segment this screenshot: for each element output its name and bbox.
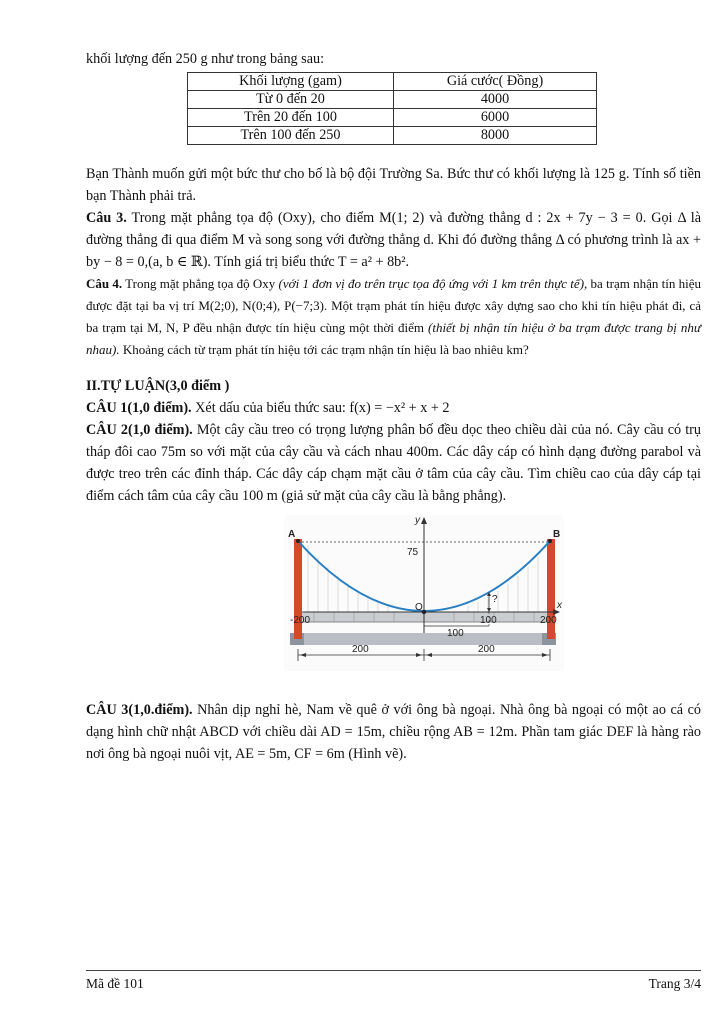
price-table	[187, 72, 597, 145]
label-100-axis: 100	[480, 615, 497, 626]
question-4-note-2: (thiết bị nhận tín hiệu ở ba trạm được trang bị như nhau).	[86, 320, 702, 357]
section-title-text: II.TỰ LUẬN(3,0 điểm )	[86, 378, 230, 394]
question-4-text-e: Khoảng cách từ trạm phát tín hiệu tới các trạm nhận tín hiệu là bao nhiêu km?	[122, 342, 529, 357]
label-200-right: 200	[478, 644, 495, 655]
table-row	[188, 109, 597, 127]
label-75: 75	[407, 547, 419, 558]
table-cell: 6000	[394, 109, 597, 127]
label-x: x	[557, 600, 562, 611]
exam-code: Mã đề 101	[86, 976, 144, 991]
question-4-text-c: ba trạm nhận tín hiệu được đặt tại ba vị trí M(2;0), N(0;4), P(−7;3). Một trạm phát tín hiệu được xây dựng sao cho khi tín hiệu phát đi, cả ba trạm tại M, N, P đều nhận được tín hiệu cùng một thời điểm	[86, 276, 702, 335]
label-O: O	[415, 602, 423, 613]
essay-1-text: Xét dấu của biểu thức sau: f(x) = −x² + x + 2	[195, 400, 450, 416]
label-neg-200: -200	[290, 615, 311, 626]
section-title	[86, 375, 701, 397]
question-3-text: Trong mặt phẳng tọa độ (Oxy), cho điểm M(1; 2) và đường thẳng d : 2x + 7y − 3 = 0. Gọi Δ là đường thẳng đi qua điểm M và song song với đường thẳng d. Khi đó đường thẳng Δ có phương trình là ax + by − 8 = 0,(a, b ∈ ℝ). Tính giá trị biểu thức T = a² + 8b².	[86, 210, 701, 270]
question-4	[86, 273, 701, 361]
essay-3-label: CÂU 3(1,0.điểm).	[86, 702, 193, 718]
table-cell: Trên 20 đến 100	[188, 109, 394, 127]
table-header: Khối lượng (gam)	[188, 73, 394, 91]
label-200-left: 200	[352, 644, 369, 655]
table-header: Giá cước( Đồng)	[394, 73, 597, 91]
intro-line: khối lượng đến 250 g như trong bảng sau:	[86, 51, 325, 67]
essay-2-text: Một cây cầu treo có trọng lượng phân bố đều dọc theo chiều dài của nó. Cây cầu có trụ tháp đôi cao 75m so với mặt của cây cầu và cách nhau 400m. Các dây cáp có hình dạng đường parabol và được treo trên các đỉnh tháp. Các dây cáp chạm mặt cầu ở tâm của cây cầu. Tìm chiều cao của dây cáp tại điểm cách tâm của cây cầu 100 m (giả sử mặt của cây cầu là bằng phẳng).	[86, 422, 701, 504]
label-A: A	[288, 529, 296, 540]
label-B: B	[553, 529, 561, 540]
table-cell: Trên 100 đến 250	[188, 127, 394, 145]
essay-2-label: CÂU 2(1,0 điểm).	[86, 422, 193, 438]
question-4-label: Câu 4.	[86, 276, 123, 291]
essay-1	[86, 397, 701, 419]
page-content	[86, 48, 701, 765]
essay-3	[86, 699, 701, 765]
thanh-paragraph: Bạn Thành muốn gửi một bức thư cho bố là bộ đội Trường Sa. Bức thư có khối lượng là 125 g. Tính số tiền bạn Thành phải trả.	[86, 166, 701, 204]
essay-3-text: Nhân dịp nghỉ hè, Nam về quê ở với ông bà ngoại. Nhà ông bà ngoại có một ao cá có dạng hình chữ nhật ABCD với chiều dài AD = 15m, chiều rộng AB = 12m. Phần tam giác DEF là hàng rào nơi ông bà ngoại nuôi vịt, AE = 5m, CF = 6m (Hình vẽ).	[86, 702, 701, 762]
table-cell: 4000	[394, 91, 597, 109]
essay-2	[86, 419, 701, 507]
table-cell: 8000	[394, 127, 597, 145]
question-4-text-a: Trong mặt phẳng tọa độ Oxy	[125, 276, 276, 291]
table-header-row	[188, 73, 597, 91]
label-100-bracket: 100	[447, 628, 464, 639]
page-footer	[86, 970, 701, 992]
table-row	[188, 91, 597, 109]
page-number: Trang 3/4	[648, 976, 701, 991]
label-200-axis: 200	[540, 615, 557, 626]
table-cell: Từ 0 đến 20	[188, 91, 394, 109]
label-question: ?	[492, 594, 498, 605]
question-3-label: Câu 3.	[86, 210, 127, 226]
bridge-figure	[284, 515, 564, 671]
question-4-note: (với 1 đơn vị đo trên trục tọa độ ứng với 1 km trên thực tế),	[278, 276, 588, 291]
table-row	[188, 127, 597, 145]
question-3	[86, 207, 701, 273]
label-y: y	[415, 515, 420, 526]
essay-1-label: CÂU 1(1,0 điểm).	[86, 400, 192, 416]
